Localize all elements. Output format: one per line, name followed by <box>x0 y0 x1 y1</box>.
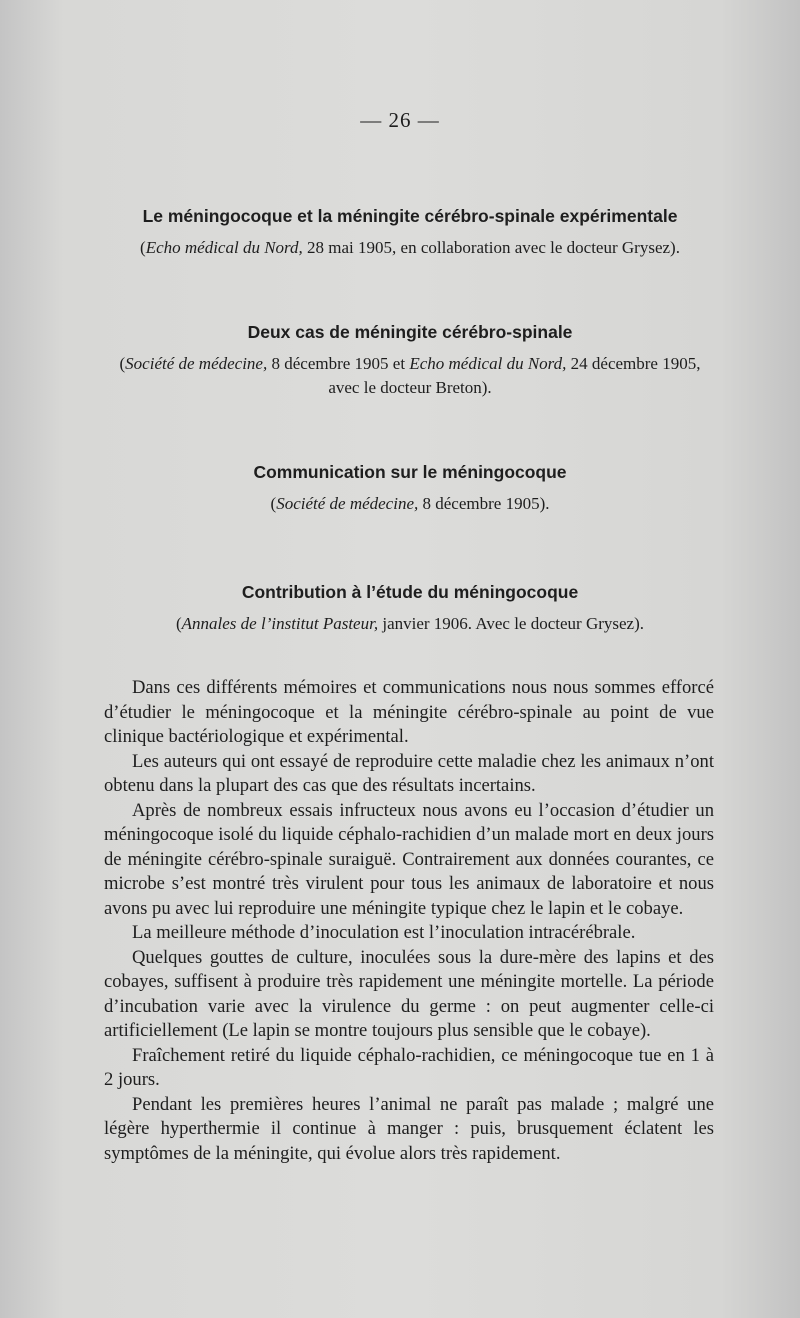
ref-open: ( <box>270 494 277 513</box>
entry-reference <box>100 352 720 400</box>
publication-entry <box>100 580 720 636</box>
ref-journal: Annales de l’institut Pasteur, <box>181 614 379 633</box>
ref-details-2: 24 décembre 1905, <box>566 354 701 373</box>
publication-entry <box>100 204 720 260</box>
page-number: — 26 — <box>360 108 440 132</box>
ref-details: 28 mai 1905, en collaboration avec le docteur Grysez). <box>302 238 680 257</box>
paragraph: Les auteurs qui ont essayé de reproduire cette maladie chez les animaux n’ont obtenu dans la plupart des cas que des résultats incertains. <box>104 750 714 796</box>
ref-journal: Société de médecine, <box>276 494 419 513</box>
ref-open: ( <box>119 354 126 373</box>
ref-journal: Société de médecine, <box>125 354 268 373</box>
entry-title: Communication sur le méningocoque <box>253 462 567 482</box>
entry-title: Deux cas de méningite cérébro-spinale <box>247 322 573 342</box>
paragraph: Dans ces différents mémoires et communications nous nous sommes efforcé d’étudier le méningocoque et la méningite cérébro-spinale au point de vue clinique bactériologique et expérimental. <box>104 677 714 747</box>
paragraph: Fraîchement retiré du liquide céphalo-rachidien, ce méningocoque tue en 1 à 2 jours. <box>104 1044 714 1090</box>
paragraph: Quelques gouttes de culture, inoculées sous la dure-mère des lapins et des cobayes, suffisent à produire très rapidement une méningite mortelle. La période d’incubation varie avec la virulence du germe : on peut augmenter celle-ci artificiellement (Le lapin se montre toujours plus sensible que le cobaye). <box>104 946 714 1041</box>
ref-journal: Echo médical du Nord, <box>145 238 303 257</box>
body-text <box>104 676 714 1166</box>
paragraph: Après de nombreux essais infructeux nous avons eu l’occasion d’étudier un méningocoque isolé du liquide céphalo-rachidien d’un malade mort en deux jours de méningite cérébro-spinale suraiguë. Contrairement aux données courantes, ce microbe s’est montré très virulent pour tous les animaux de laboratoire et nous avons pu avec lui reproduire une méningite typique chez le lapin et le cobaye. <box>104 799 714 919</box>
ref-open: ( <box>175 614 182 633</box>
ref-open: ( <box>140 238 146 257</box>
entry-reference <box>100 236 720 260</box>
entry-reference <box>100 612 720 636</box>
ref-details: 8 décembre 1905). <box>418 494 550 513</box>
ref-details: 8 décembre 1905 et <box>267 354 410 373</box>
publication-entry <box>100 460 720 516</box>
entry-title: Le méningocoque et la méningite cérébro-spinale expérimentale <box>142 206 678 226</box>
ref-details: janvier 1906. Avec le docteur Grysez). <box>378 614 645 633</box>
entry-title: Contribution à l’étude du méningocoque <box>241 582 579 602</box>
paragraph: Pendant les premières heures l’animal ne paraît pas malade ; malgré une légère hyperthermie il continue à manger : puis, brusquement éclatent les symptômes de la méningite, qui évolue alors très rapidement. <box>104 1093 714 1164</box>
ref-line-2: avec le docteur Breton). <box>328 378 492 397</box>
ref-journal-2: Echo médical du Nord, <box>409 354 567 373</box>
entry-reference <box>100 492 720 516</box>
publication-entry <box>100 320 720 400</box>
paragraph: La meilleure méthode d’inoculation est l’inoculation intracérébrale. <box>132 922 636 943</box>
